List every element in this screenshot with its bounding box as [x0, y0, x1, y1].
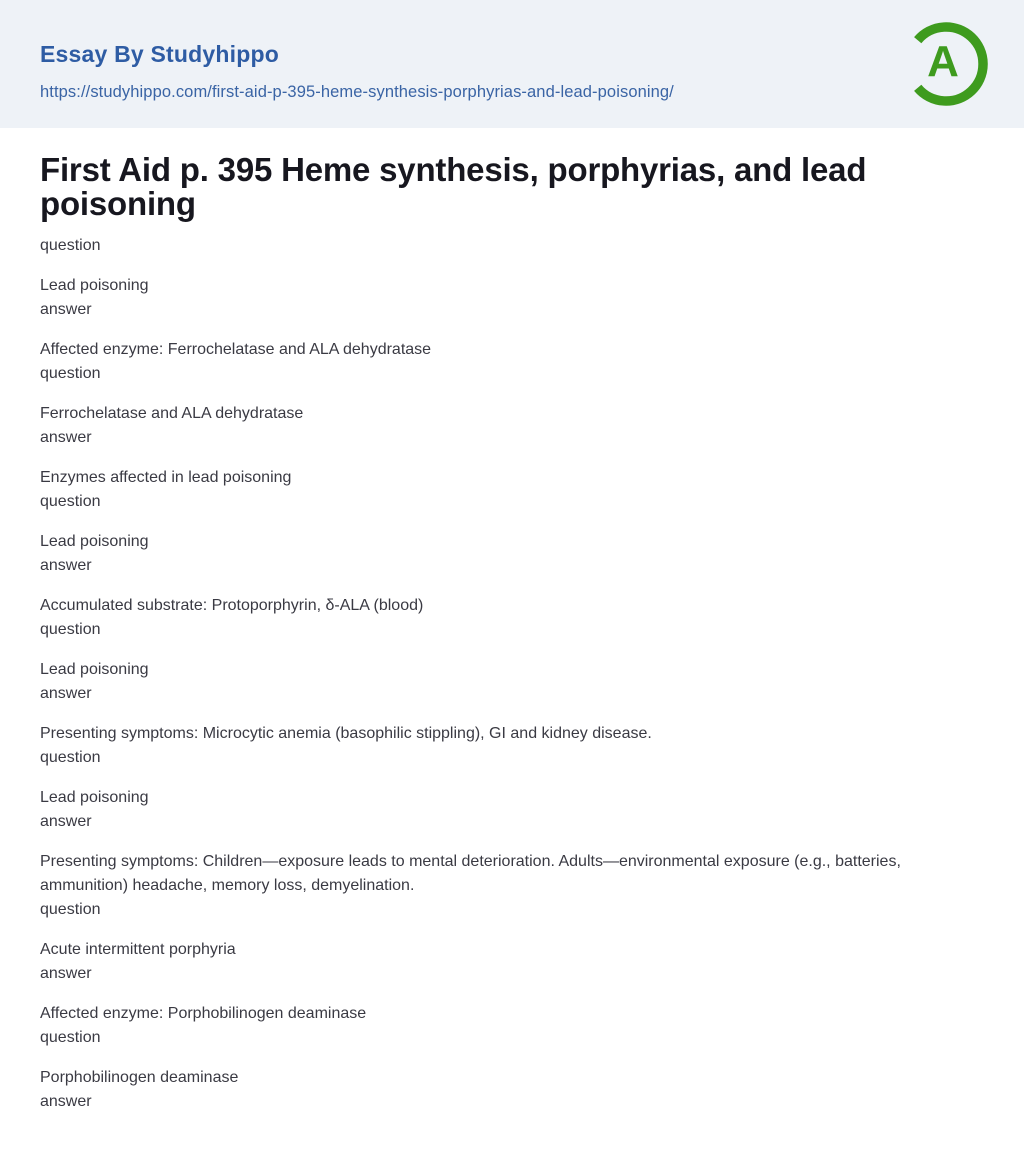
qa-block: [40, 466, 984, 514]
qa-line: question: [40, 749, 101, 766]
qa-line: answer: [40, 301, 92, 318]
qa-line: question: [40, 365, 101, 382]
qa-line: Lead poisoning: [40, 533, 149, 550]
qa-block: [40, 938, 984, 986]
qa-block: [40, 274, 984, 322]
qa-block: [40, 1066, 984, 1114]
qa-line: answer: [40, 965, 92, 982]
qa-line: Lead poisoning: [40, 277, 149, 294]
qa-line: Presenting symptoms: Microcytic anemia (basophilic stippling), GI and kidney disease.: [40, 725, 652, 742]
qa-line: Acute intermittent porphyria: [40, 941, 236, 958]
qa-block: [40, 402, 984, 450]
page-title: First Aid p. 395 Heme synthesis, porphyrias, and lead poisoning: [40, 151, 867, 222]
qa-block: [40, 722, 984, 770]
qa-line: Ferrochelatase and ALA dehydratase: [40, 405, 304, 422]
qa-line: question: [40, 901, 101, 918]
qa-block: [40, 234, 984, 258]
qa-block: [40, 530, 984, 578]
qa-line: answer: [40, 557, 92, 574]
page-header: [0, 0, 1024, 128]
qa-line: question: [40, 1029, 101, 1046]
qa-line: answer: [40, 429, 92, 446]
qa-block: [40, 1002, 984, 1050]
site-title: Essay By Studyhippo: [40, 40, 279, 67]
main-content: [0, 153, 1024, 1114]
qa-line: answer: [40, 813, 92, 830]
qa-block: [40, 786, 984, 834]
qa-content: [40, 234, 984, 1114]
page-url-link[interactable]: https://studyhippo.com/first-aid-p-395-heme-synthesis-porphyrias-and-lead-poisoning/: [40, 82, 674, 101]
qa-block: [40, 658, 984, 706]
qa-line: question: [40, 493, 101, 510]
qa-line: Affected enzyme: Ferrochelatase and ALA dehydratase: [40, 341, 432, 358]
qa-line: Accumulated substrate: Protoporphyrin, δ-ALA (blood): [40, 597, 424, 614]
studyhippo-a-logo-icon: [902, 20, 990, 108]
qa-line: question: [40, 237, 101, 254]
qa-line: Lead poisoning: [40, 789, 149, 806]
logo-letter: A: [927, 37, 959, 86]
qa-line: answer: [40, 685, 92, 702]
qa-block: [40, 850, 984, 922]
qa-line: Presenting symptoms: Children—exposure leads to mental deterioration. Adults—environmental exposure (e.g., batteries, ammunition) headache, memory loss, demyelination.: [40, 853, 901, 894]
qa-line: answer: [40, 1093, 92, 1110]
qa-line: Enzymes affected in lead poisoning: [40, 469, 292, 486]
qa-block: [40, 594, 984, 642]
qa-line: Affected enzyme: Porphobilinogen deaminase: [40, 1005, 367, 1022]
qa-line: question: [40, 621, 101, 638]
qa-line: Lead poisoning: [40, 661, 149, 678]
header-text-group: [40, 27, 674, 102]
qa-block: [40, 338, 984, 386]
qa-line: Porphobilinogen deaminase: [40, 1069, 239, 1086]
